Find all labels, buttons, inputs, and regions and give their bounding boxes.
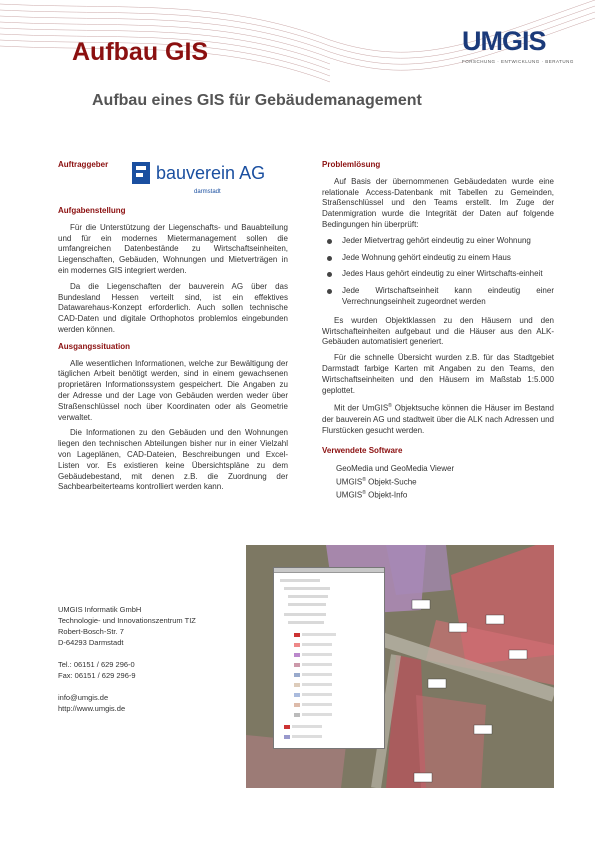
legend-tree xyxy=(274,573,384,748)
list-item: Jede Wirtschaftseinheit kann eindeutig einer Verrechnungseinheit zugeordnet werden xyxy=(322,286,554,308)
closing-pre: Mit der UmGIS xyxy=(334,404,389,413)
solution-intro: Auf Basis der übernommenen Gebäudedaten wurde eine relationale Access-Datenbank mit Tabellen zu Gemeinden, Straßenschlüssel und den Teams erstellt. Im Zuge der Datenmigration wurde die Integrität der Daten auf folgende Bedingungen hin überprüft: xyxy=(322,176,554,229)
bauverein-logo xyxy=(130,160,265,198)
list-item: Jedes Haus gehört eindeutig zu einer Wirtschafts-einheit xyxy=(322,269,554,280)
situation-paragraph: Die Informationen zu den Gebäuden und den Wohnungen liegen den technischen Abteilungen bisher nur in einer Vielzahl von Lageplänen, CAD-Dateien, Beschreibungen und Excel-Listen vor. Es existieren keine Übersichtspläne zu dem Gebäudebestand, mit denen z.B. die Zuordnung der Sachbearbeiterteams kontrolliert werden kann. xyxy=(58,428,288,492)
company-center: Technologie- und Innovationszentrum TIZ xyxy=(58,616,196,625)
task-heading: Aufgabenstellung xyxy=(58,206,126,215)
situation-heading: Ausgangssituation xyxy=(58,341,131,351)
company-email[interactable]: info@umgis.de xyxy=(58,693,109,702)
company-name: UMGIS Informatik GmbH xyxy=(58,605,142,614)
bauverein-city: darmstadt xyxy=(194,189,221,195)
software-item: GeoMedia und GeoMedia Viewer xyxy=(336,464,455,474)
contact-block xyxy=(58,604,238,714)
solution-heading: Problemlösung xyxy=(322,160,381,169)
umgis-logo xyxy=(462,26,574,78)
left-column xyxy=(58,160,288,498)
task-paragraph: Da die Liegenschaften der bauverein AG über das Bundesland Hessen verteilt sind, ist ein effektives Datawarehaus-Konzept erforderlich. Auch sollen technische CAD-Daten und digitale Orthophotos problemlos eingebunden werden können. xyxy=(58,281,288,334)
software-item: UMGIS® Objekt-Info xyxy=(336,489,408,500)
umgis-logo-name: UMGIS xyxy=(462,26,546,56)
page-subtitle: Aufbau eines GIS für Gebäudemanagement xyxy=(92,92,422,109)
company-city: D-64293 Darmstadt xyxy=(58,638,124,647)
software-heading: Verwendete Software xyxy=(322,446,403,456)
client-block xyxy=(58,160,288,200)
page-title: Aufbau GIS xyxy=(72,38,209,66)
company-street: Robert-Bosch-Str. 7 xyxy=(58,627,124,636)
task-paragraph: Für die Unterstützung der Liegenschafts- und Bauabteilung und für ein modernes Mietermanagement sollen die umfangreichen Datenbestände zu Wirtschaftseinheiten, Liegenschaften, Gebäuden, Wohnungen und Mietverträgen in ein modernes GIS integriert werden. xyxy=(58,222,288,275)
software-item: UMGIS® Objekt-Suche xyxy=(336,476,417,487)
list-item: Jede Wohnung gehört eindeutig zu einem Haus xyxy=(322,253,554,264)
right-column xyxy=(322,160,554,501)
closing-post: Objektsuche können die Häuser im Bestand der bauverein AG und stadtweit über die ALK nach Adressen und Flurstücken gesucht werden. xyxy=(322,404,554,435)
registered-mark: ® xyxy=(388,403,392,410)
solution-paragraph xyxy=(322,401,554,436)
software-list xyxy=(322,463,554,501)
integrity-list xyxy=(322,236,554,308)
situation-paragraph: Alle wesentlichen Informationen, welche zur Bewältigung der täglichen Arbeit benötigt werden, sind in einem gewachsenen proprietären Informationssystem gespeichert. Die Angaben zu der Adresse und der Lage von Gebäuden werden weder über Straßenschlüssel noch über Koordinaten oder als Geometrie verwaltet. xyxy=(58,358,288,422)
company-tel: Tel.: 06151 / 629 296-0 xyxy=(58,660,135,669)
company-fax: Fax: 06151 / 629 296-9 xyxy=(58,671,136,680)
bauverein-icon xyxy=(130,160,152,186)
solution-paragraph: Es wurden Objektklassen zu den Häusern und den Wirtschafteinheiten aufgebaut und die Häuser aus den ALK-Gebäuden automatisiert generiert. xyxy=(322,315,554,347)
bauverein-name: bauverein AG xyxy=(156,163,266,183)
gis-map-screenshot xyxy=(246,545,554,788)
client-heading: Auftraggeber xyxy=(58,160,109,169)
company-website[interactable]: http://www.umgis.de xyxy=(58,704,126,713)
list-item: Jeder Mietvertrag gehört eindeutig zu einer Wohnung xyxy=(322,236,554,247)
solution-paragraph: Für die schnelle Übersicht wurden z.B. für das Stadtgebiet Darmstadt farbige Karten mit Angaben zu den Teams, den Wirtschaftseinheiten und den Häusern im Maßstab 1:5.000 geplottet. xyxy=(322,353,554,395)
umgis-logo-tagline: FORSCHUNG · ENTWICKLUNG · BERATUNG xyxy=(462,59,574,64)
legend-tree-window[interactable] xyxy=(273,567,385,749)
